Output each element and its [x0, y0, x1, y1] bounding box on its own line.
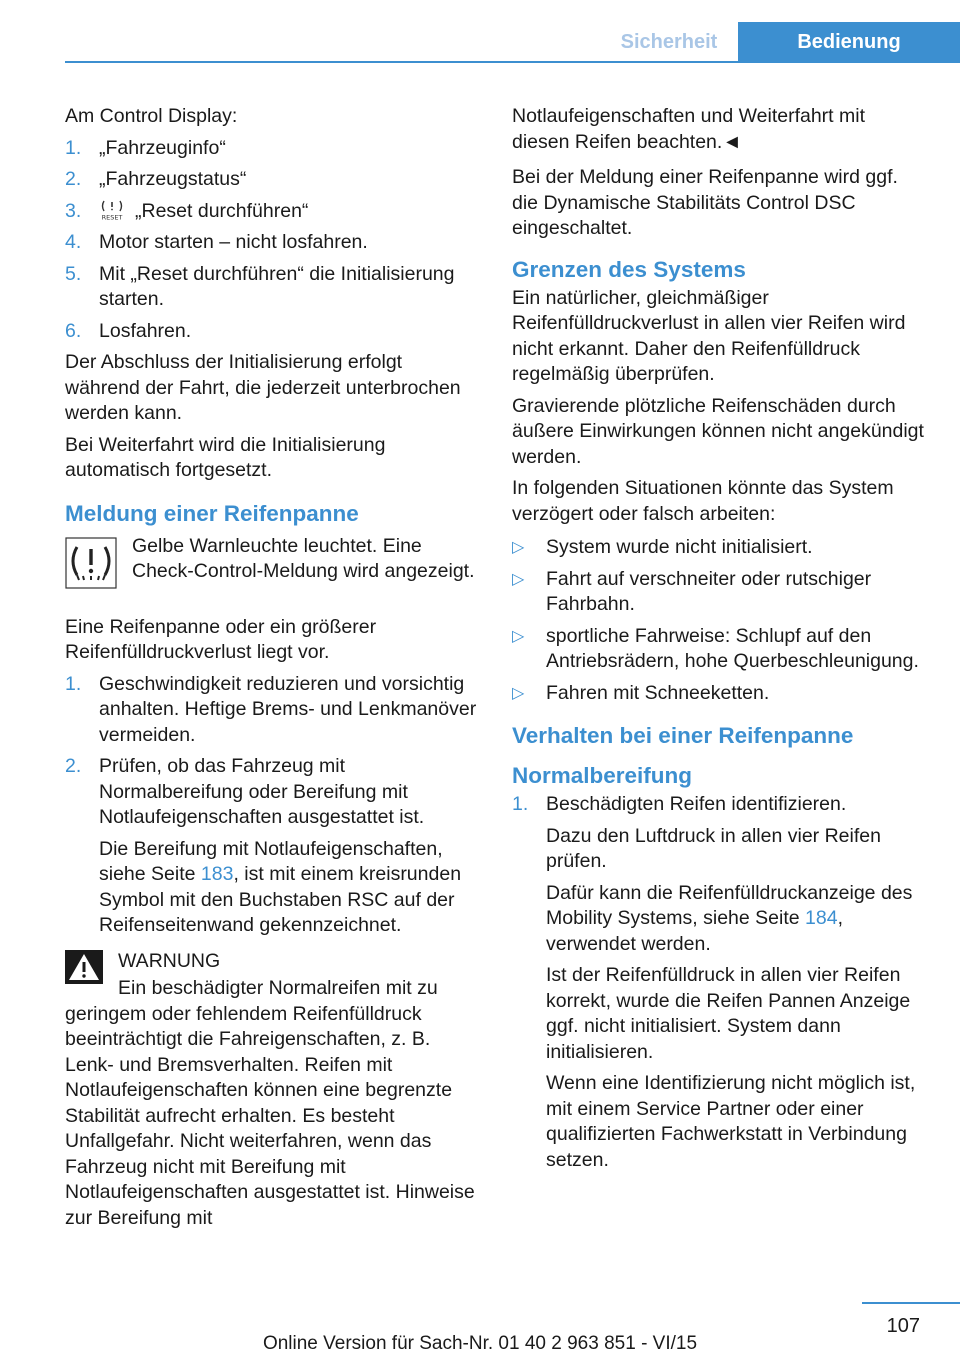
step-subtext: Ist der Reifenfülldruck in allen vier Reifen korrekt, wurde die Reifen Pannen Anzeige ggf. nicht initialisiert. System dann initialisieren. [546, 964, 911, 1063]
paragraph: In folgenden Situationen könnte das System verzögert oder falsch arbeiten: [512, 477, 894, 525]
section-heading: Grenzen des Systems [512, 256, 746, 282]
list-item [65, 754, 480, 939]
list-item [512, 681, 927, 707]
intro-text: Am Control Display: [65, 105, 238, 127]
step-number: 3. [65, 199, 82, 222]
step-subtext: Dafür kann die Reifenfülldruckanzeige des Mobility Systems, siehe Seite 184, verwendet werden. [546, 881, 913, 955]
tire-warning-lamp-icon [65, 537, 117, 589]
warning-box [65, 949, 480, 975]
page-number-rule [862, 1302, 960, 1304]
step-text: Beschädigten Reifen identifizieren. [546, 793, 847, 815]
list-item [65, 199, 480, 225]
step-text: „Reset durchführen“ [135, 199, 309, 222]
paragraph: Bei der Meldung einer Reifenpanne wird ggf. die Dynamische Stabilitäts Control DSC eingeschaltet. [512, 166, 898, 239]
paragraph: Bei Weiterfahrt wird die Initialisierung automatisch fortgesetzt. [65, 433, 386, 481]
paragraph: Eine Reifenpanne oder ein größerer Reifenfülldruckverlust liegt vor. [65, 615, 377, 663]
paragraph: Gravierende plötzliche Reifenschäden durch äußere Einwirkungen können nicht angekündigt werden. [512, 394, 924, 468]
step-number: 1. [512, 793, 529, 815]
left-column [65, 104, 480, 1231]
paragraph: Der Abschluss der Initialisierung erfolgt während der Fahrt, die jederzeit unterbrochen werden kann. [65, 351, 461, 424]
page-number: 107 [886, 1315, 920, 1337]
list-item [512, 792, 927, 1173]
step-number: 1. [65, 672, 82, 695]
list-item [512, 535, 927, 561]
step-subtext: Dazu den Luftdruck in allen vier Reifen prüfen. [546, 824, 881, 872]
step-number: 2. [65, 168, 82, 190]
warning-text: Ein beschädigter Normalreifen mit zu geringem oder fehlendem Reifenfülldruck beeinträchtigt die Fahreigenschaften, z. B. Lenk- und Bremsverhalten. Reifen mit Notlaufeigenschaften können eine begrenzte Stabilität aufrecht erhalten. Es besteht Unfallgefahr. Nicht weiterfahren, wenn das Fahrzeug nicht mit Bereifung mit Notlaufeigenschaften ausgestattet ist. Hinweise zur Bereifung mit [65, 977, 475, 1229]
section-heading: Verhalten bei einer Reifenpanne [512, 723, 854, 748]
bullet-text: Fahren mit Schneeketten. [546, 681, 770, 704]
bullet-text: sportliche Fahrweise: Schlupf auf den Antriebsrädern, hohe Querbeschleunigung. [546, 624, 919, 672]
steps-list [65, 136, 480, 345]
list-item [65, 319, 480, 345]
list-item [65, 136, 480, 162]
step-text: Losfahren. [99, 319, 192, 342]
tire-reset-icon [99, 199, 125, 221]
step-text: Geschwindigkeit reduzieren und vorsichtig anhalten. Heftige Brems- und Lenkmanöver vermeiden. [99, 672, 477, 746]
svg-text:RESET: RESET [101, 213, 123, 221]
step-number: 5. [65, 262, 82, 285]
step-number: 6. [65, 319, 82, 342]
header-rule [65, 61, 960, 63]
step-number: 2. [65, 755, 82, 777]
step-subtext: Die Bereifung mit Notlaufeigenschaften, siehe Seite 183, ist mit einem kreisrunden Symbol mit den Buchstaben RSC auf der Reifenseitenwand gekennzeichnet. [99, 837, 462, 936]
tab-sicherheit[interactable]: Sicherheit [620, 31, 718, 53]
step-subtext: Wenn eine Identifizierung nicht möglich ist, mit einem Service Partner oder einer qualifizierten Fachwerkstatt in Verbindung setzen. [546, 1072, 916, 1171]
list-item [65, 167, 480, 193]
step-number: 1. [65, 136, 82, 159]
triangle-bullet-icon: ▷ [512, 627, 525, 645]
page-link-183[interactable]: 183 [200, 863, 234, 885]
triangle-bullet-icon: ▷ [512, 539, 525, 556]
list-item [512, 567, 927, 618]
bullet-list [512, 535, 927, 706]
step-text: „Fahrzeugstatus“ [99, 168, 247, 190]
step-text: Prüfen, ob das Fahrzeug mit Normalbereifung oder Bereifung mit Notlaufeigenschaften ausgestattet ist. [99, 755, 425, 828]
paragraph: Ein natürlicher, gleichmäßiger Reifenfülldruckverlust in allen vier Reifen wird nicht erkannt. Daher den Reifenfülldruck regelmäßig überprüfen. [512, 286, 906, 385]
triangle-bullet-icon: ▷ [512, 570, 525, 588]
lamp-text: Gelbe Warnleuchte leuchtet. Eine Check-Control-Meldung wird angezeigt. [132, 534, 475, 582]
page-link-184[interactable]: 184 [805, 907, 838, 929]
warning-title: WARNUNG [118, 949, 221, 972]
step-text: Motor starten – nicht losfahren. [99, 231, 368, 253]
bullet-text: System wurde nicht initialisiert. [546, 536, 813, 558]
list-item [65, 262, 480, 313]
right-column [512, 104, 927, 1179]
steps-list-2 [65, 672, 480, 939]
section-heading: Meldung einer Reifenpanne [65, 500, 359, 526]
steps-list-3 [512, 792, 927, 1173]
subsection-heading: Normalbereifung [512, 763, 693, 788]
tab-bedienung[interactable]: Bedienung [738, 22, 960, 62]
paragraph: Notlaufeigenschaften und Weiterfahrt mit diesen Reifen beachten.◄ [512, 105, 865, 153]
list-item [65, 672, 480, 749]
step-text: „Fahrzeuginfo“ [99, 136, 226, 159]
step-text: Mit „Reset durchführen“ die Initialisierung starten. [99, 262, 455, 310]
triangle-bullet-icon: ▷ [512, 684, 525, 702]
warning-lamp-note [65, 534, 480, 609]
list-item [65, 230, 480, 256]
footer-text: Online Version für Sach-Nr. 01 40 2 963 851 - VI/15 [262, 1333, 698, 1354]
bullet-text: Fahrt auf verschneiter oder rutschiger Fahrbahn. [546, 567, 872, 615]
list-item [512, 624, 927, 675]
warning-triangle-icon [65, 950, 103, 984]
step-number: 4. [65, 231, 82, 253]
